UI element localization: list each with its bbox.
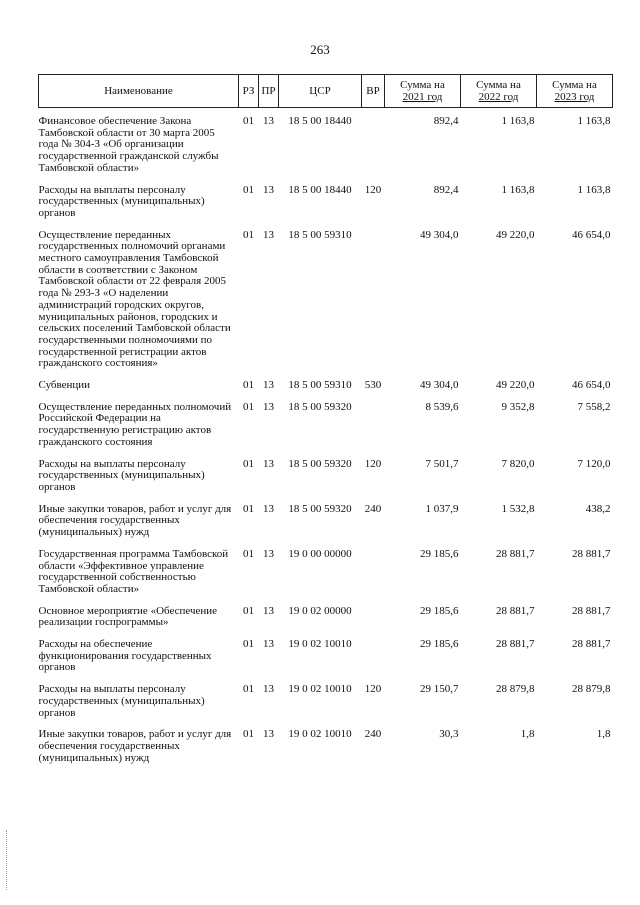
row-rz: 01 — [243, 183, 254, 196]
row-csr: 19 0 00 00000 — [288, 547, 352, 560]
header-sum-2023-year: 2023 год — [554, 91, 595, 103]
row-rz: 01 — [243, 604, 254, 617]
row-sum-2023: 46 654,0 — [572, 379, 611, 392]
row-sum-2021: 29 185,6 — [420, 547, 459, 560]
row-name: Осуществление переданных государственных полномочий органами местного самоуправления Тамбовской области в соответствии с Законом Тамбовской области от 22 февраля 2005 года № 293-З «О наделении администраций городских округов, муниципальных районов, городских и сельских поселений Тамбовской области государственными полномочиями по государственной регистрации актов гражданского состояния» — [38, 228, 231, 370]
row-name: Иные закупки товаров, работ и услуг для обеспечения государственных (муниципальных) нужд — [38, 502, 232, 539]
row-csr: 18 5 00 59320 — [288, 457, 352, 470]
row-vr — [362, 108, 385, 185]
row-vr: 240 — [364, 728, 382, 741]
row-name: Расходы на выплаты персоналу государственных (муниципальных) органов — [38, 457, 205, 493]
row-sum-2023: 438,2 — [585, 502, 611, 515]
row-sum-2022: 1 163,8 — [501, 115, 535, 127]
row-vr — [362, 639, 385, 684]
header-sum-2022 — [461, 75, 537, 108]
row-name: Расходы на обеспечение функционирования государственных органов — [38, 638, 212, 674]
row-vr: 120 — [364, 683, 382, 696]
header-sum-2021-label: Сумма на — [400, 79, 445, 91]
row-rz: 01 — [243, 400, 254, 413]
row-sum-2023: 7 558,2 — [577, 400, 611, 413]
table-header-row — [39, 75, 613, 108]
row-csr: 18 5 00 18440 — [288, 115, 352, 127]
table-row — [39, 459, 613, 504]
header-sum-2023-label: Сумма на — [552, 79, 597, 91]
table-row — [39, 230, 613, 380]
row-pr: 13 — [263, 457, 274, 470]
row-rz: 01 — [243, 683, 254, 696]
table-row — [39, 402, 613, 459]
row-pr: 13 — [263, 502, 274, 515]
row-sum-2023: 1 163,8 — [577, 115, 611, 127]
header-sum-2022-year: 2022 год — [478, 91, 519, 103]
row-pr: 13 — [263, 228, 274, 241]
row-sum-2021: 30,3 — [439, 728, 459, 741]
row-csr: 19 0 02 10010 — [288, 683, 352, 696]
table-row — [39, 504, 613, 549]
table-row — [39, 185, 613, 230]
row-rz: 01 — [243, 728, 254, 741]
table-row — [39, 606, 613, 639]
row-vr: 240 — [364, 502, 382, 515]
row-sum-2021: 1 037,9 — [425, 502, 459, 515]
table-row — [39, 639, 613, 684]
row-sum-2022: 28 881,7 — [496, 547, 535, 560]
row-sum-2022: 7 820,0 — [501, 457, 535, 470]
row-sum-2022: 28 881,7 — [496, 604, 535, 617]
row-pr: 13 — [263, 683, 274, 696]
row-sum-2023: 7 120,0 — [577, 457, 611, 470]
row-rz: 01 — [243, 379, 254, 392]
row-rz: 01 — [243, 228, 254, 241]
row-pr: 13 — [263, 547, 274, 560]
row-vr — [362, 230, 385, 380]
header-vr: ВР — [362, 75, 385, 108]
row-sum-2023: 28 881,7 — [572, 638, 611, 651]
header-name: Наименование — [39, 75, 239, 108]
row-sum-2023: 28 881,7 — [572, 547, 611, 560]
header-sum-2021-year: 2021 год — [402, 91, 443, 103]
row-rz: 01 — [243, 115, 254, 127]
row-csr: 19 0 02 00000 — [288, 604, 352, 617]
header-sum-2022-label: Сумма на — [476, 79, 521, 91]
row-rz: 01 — [243, 502, 254, 515]
row-pr: 13 — [263, 115, 274, 127]
row-sum-2021: 892,4 — [433, 115, 459, 127]
row-sum-2021: 892,4 — [433, 183, 459, 196]
row-rz: 01 — [243, 547, 254, 560]
row-csr: 18 5 00 59310 — [288, 228, 352, 241]
row-vr — [362, 606, 385, 639]
row-pr: 13 — [263, 400, 274, 413]
row-name: Иные закупки товаров, работ и услуг для обеспечения государственных (муниципальных) нужд — [38, 728, 232, 764]
row-vr: 120 — [364, 457, 382, 470]
header-csr: ЦСР — [279, 75, 362, 108]
row-sum-2022: 28 881,7 — [496, 638, 535, 651]
row-name: Государственная программа Тамбовской области «Эффективное управление государственной собственностью Тамбовской области» — [38, 547, 229, 595]
row-csr: 19 0 02 10010 — [288, 728, 352, 741]
row-csr: 19 0 02 10010 — [288, 638, 352, 651]
row-sum-2022: 1 163,8 — [501, 183, 535, 196]
row-sum-2022: 49 220,0 — [496, 379, 535, 392]
row-sum-2023: 46 654,0 — [572, 228, 611, 241]
row-sum-2021: 8 539,6 — [425, 400, 459, 413]
header-sum-2023 — [537, 75, 613, 108]
row-sum-2021: 49 304,0 — [420, 228, 459, 241]
row-name: Осуществление переданных полномочий Российской Федерации на государственную регистрацию актов гражданского состояния — [38, 400, 232, 448]
row-sum-2023: 28 881,7 — [572, 604, 611, 617]
row-rz: 01 — [243, 457, 254, 470]
row-sum-2021: 29 185,6 — [420, 638, 459, 651]
row-pr: 13 — [263, 183, 274, 196]
row-pr: 13 — [263, 728, 274, 741]
row-csr: 18 5 00 59320 — [288, 400, 352, 413]
row-sum-2023: 28 879,8 — [572, 683, 611, 696]
row-sum-2022: 9 352,8 — [501, 400, 535, 413]
row-sum-2021: 29 150,7 — [420, 683, 459, 696]
row-sum-2022: 28 879,8 — [496, 683, 535, 696]
table-row — [39, 549, 613, 606]
row-sum-2023: 1,8 — [596, 728, 611, 741]
row-sum-2022: 1 532,8 — [501, 502, 535, 515]
header-rz: РЗ — [239, 75, 259, 108]
page-number: 263 — [310, 42, 330, 57]
row-vr: 530 — [364, 379, 382, 392]
row-sum-2021: 49 304,0 — [420, 379, 459, 392]
row-name: Субвенции — [38, 379, 91, 392]
row-name: Финансовое обеспечение Закона Тамбовской области от 30 марта 2005 года № 304-З «Об организации государственной гражданской службы Тамбовской области» — [38, 115, 219, 174]
row-name: Расходы на выплаты персоналу государственных (муниципальных) органов — [38, 683, 205, 719]
row-csr: 18 5 00 18440 — [288, 183, 352, 196]
row-csr: 18 5 00 59320 — [288, 502, 352, 515]
row-sum-2021: 7 501,7 — [425, 457, 459, 470]
row-rz: 01 — [243, 638, 254, 651]
table-row — [39, 108, 613, 185]
row-vr — [362, 549, 385, 606]
margin-dots — [6, 830, 9, 890]
row-pr: 13 — [263, 379, 274, 392]
row-sum-2021: 29 185,6 — [420, 604, 459, 617]
table-row — [39, 380, 613, 402]
row-vr: 120 — [364, 183, 382, 196]
row-name: Расходы на выплаты персоналу государственных (муниципальных) органов — [38, 183, 205, 219]
row-name: Основное мероприятие «Обеспечение реализации госпрограммы» — [38, 604, 218, 629]
table-body — [39, 108, 613, 775]
row-pr: 13 — [263, 604, 274, 617]
header-sum-2021 — [385, 75, 461, 108]
row-sum-2023: 1 163,8 — [577, 183, 611, 196]
table-row — [39, 729, 613, 774]
header-pr: ПР — [259, 75, 279, 108]
table-row — [39, 684, 613, 729]
row-pr: 13 — [263, 638, 274, 651]
budget-table — [38, 74, 613, 774]
row-sum-2022: 49 220,0 — [496, 228, 535, 241]
row-csr: 18 5 00 59310 — [288, 379, 352, 392]
row-sum-2022: 1,8 — [520, 728, 535, 741]
row-vr — [362, 402, 385, 459]
